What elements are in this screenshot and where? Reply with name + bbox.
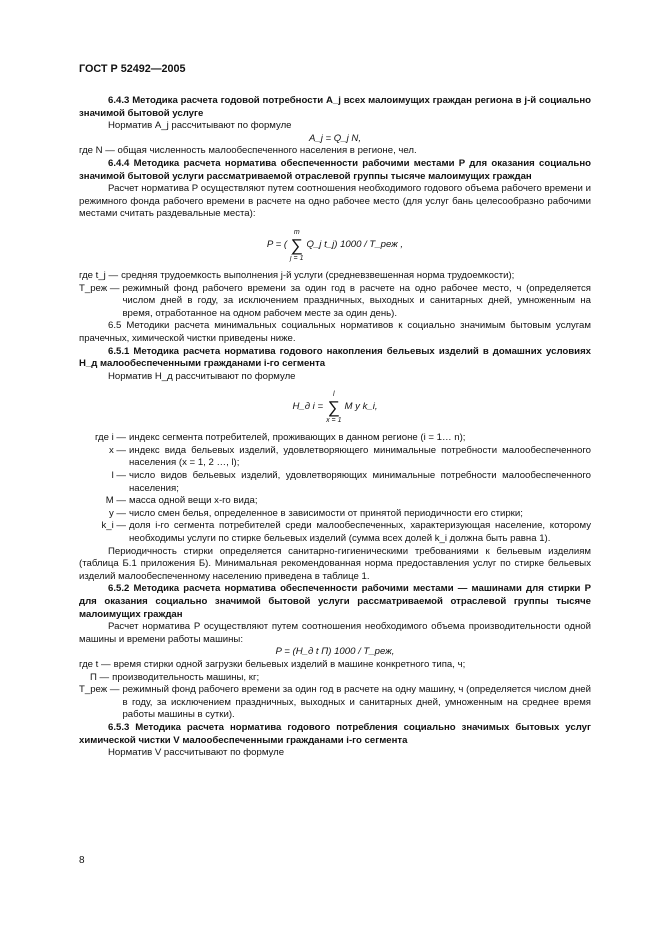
- definition-text: режимный фонд рабочего времени за один год в расчете на одну машину, ч (определяется числом дней в году, за исключением праздничных, выходных и санитарных дней, умноженным на среднее время работы машины в сутки).: [122, 684, 591, 721]
- section-6-5-2-para: Расчет норматива P осуществляют путем соотношения необходимого объема производительности одной машины и времени работы машины:: [79, 621, 591, 645]
- definition-term: где t —: [79, 658, 111, 670]
- formula-aj: A_j = Q_j N,: [309, 132, 361, 144]
- definition-text: индекс вида бельевых изделий, удовлетворяющего минимальные потребности малообеспеченного населения (x = 1, 2 …, l);: [129, 444, 591, 469]
- document-header: ГОСТ Р 52492—2005: [79, 63, 186, 75]
- document-body: [79, 95, 591, 760]
- definition-item: [79, 684, 591, 722]
- definition-term: x —: [108, 444, 126, 456]
- definition-term: k_i —: [101, 520, 126, 532]
- page-number: 8: [79, 855, 85, 866]
- sum-upper-limit: l: [333, 391, 335, 399]
- definition-list-6-5-2: [79, 659, 591, 722]
- sum-upper-limit: m: [293, 228, 300, 236]
- definition-tj: [79, 270, 591, 283]
- section-6-4-4-para: Расчет норматива P осуществляют путем соотношения необходимого годового объема рабочего времени и режимного фонда рабочего времени в расчете на одно рабочее место (для услуг бань целесообразно рабочими местами считать раздевальные места):: [79, 183, 591, 220]
- definition-text: число смен белья, определенное в зависимости от принятой периодичности его стирки;: [129, 507, 523, 519]
- definition-text: средняя трудоемкость выполнения j-й услуги (средневзвешенная норма трудоемкости);: [121, 269, 515, 281]
- section-6-5-3-intro: Норматив V рассчитывают по формуле: [108, 747, 285, 759]
- definition-text: производительность машины, кг;: [112, 671, 260, 683]
- definition-text: число видов бельевых изделий, удовлетворяющих минимальные потребности малообеспеченного населения;: [129, 470, 591, 494]
- formula-hd: [79, 390, 591, 425]
- definition-treg: [79, 283, 591, 321]
- formula-p-left: P = (: [266, 239, 288, 251]
- definition-term: M —: [105, 495, 126, 507]
- section-6-5-1-heading: 6.5.1 Методика расчета норматива годового накопления бельевых изделий в домашних условиях H_д малообеспеченными гражданами i-го сегмента: [79, 345, 591, 370]
- definition-term: y —: [108, 507, 126, 519]
- definition-item: [79, 445, 591, 470]
- formula-hd-body: M y k_i,: [344, 401, 378, 413]
- formula-p-machines: P = (H_д t П) 1000 / T_реж,: [275, 646, 395, 658]
- definition-term: где i —: [94, 432, 126, 444]
- section-6-5-text: 6.5 Методики расчета минимальных социальных нормативов к социально значимым бытовым услугам прачечных, химической чистки приведены ниже.: [79, 320, 591, 344]
- definition-text: индекс сегмента потребителей, проживающих в данном регионе (i = 1… n);: [129, 432, 466, 444]
- section-6-5-2-heading: 6.5.2 Методика расчета норматива обеспеченности рабочими местами — машинами для стирки P для оказания социально значимой бытовой услуги рассматриваемой отраслевой группы тысяче малоимущих граждан: [79, 583, 591, 620]
- section-6-4-4-heading: 6.4.4 Методика расчета норматива обеспеченности рабочими местами P для оказания социально значимой бытовой услуги рассматриваемой отраслевой группы тысяче малоимущих граждан: [79, 157, 591, 182]
- sum-lower-limit: x = 1: [326, 417, 342, 425]
- section-6-5-1-intro: Норматив H_д рассчитывают по формуле: [108, 370, 296, 382]
- definition-list-6-5-1: [79, 432, 591, 545]
- definition-term: l —: [111, 470, 126, 482]
- section-6-4-3-intro: Норматив A_j рассчитывают по формуле: [108, 120, 292, 132]
- sigma-symbol: l ∑ x = 1: [326, 391, 342, 425]
- definition-text: масса одной вещи x-го вида;: [129, 495, 258, 507]
- definition-text: доля i-го сегмента потребителей среди малообеспеченных, характеризующая население, которому необходимы услуги по стирке бельевых изделий (сумма всех долей k_i должна быть равна 1).: [129, 520, 591, 545]
- formula-hd-left: H_д i =: [292, 401, 324, 413]
- definition-term: T_реж —: [79, 684, 120, 696]
- section-6-5-1-para: Периодичность стирки определяется санитарно-гигиеническими требованиями к бельевым изделиям (таблица Б.1 приложения Б). Минимальная рекомендованная норма предоставления услуг по стирке бельевых изделий малообеспеченному населению приведена в таблице 1.: [79, 545, 591, 582]
- definition-item: [79, 520, 591, 545]
- formula-p-workplaces: [79, 228, 591, 263]
- definition-term: где t_j —: [79, 269, 119, 281]
- definition-text: режимный фонд рабочего времени за один год в расчете на одно рабочее место, ч (определяется числом дней в году, за исключением праздничных, выходных и санитарных дней, умноженным на время, отработанное на одном рабочем месте за один день).: [122, 282, 591, 319]
- definition-text: время стирки одной загрузки бельевых изделий в машине конкретного типа, ч;: [113, 658, 466, 670]
- definition-term: T_реж —: [79, 282, 120, 294]
- sigma-symbol: m ∑ j = 1: [290, 228, 304, 262]
- definition-item: [79, 508, 591, 521]
- sum-lower-limit: j = 1: [290, 254, 304, 262]
- definition-item: [79, 495, 591, 508]
- definition-item: [79, 659, 591, 672]
- section-6-4-3-heading: 6.4.3 Методика расчета годовой потребности A_j всех малоимущих граждан региона в j-й социально значимой бытовой услуге: [79, 95, 591, 119]
- definition-term: П —: [90, 671, 110, 683]
- formula-p-body: Q_j t_j) 1000 / T_реж ,: [306, 239, 404, 251]
- definition-item: [79, 470, 591, 495]
- definition-item: [79, 672, 591, 685]
- section-6-5-3-heading: 6.5.3 Методика расчета норматива годового потребления социально значимых бытовых услуг химической чистки V малообеспеченными гражданами i-го сегмента: [79, 721, 591, 746]
- section-6-4-3-where: где N — общая численность малообеспеченного населения в регионе, чел.: [79, 145, 417, 157]
- definition-item: [79, 432, 591, 445]
